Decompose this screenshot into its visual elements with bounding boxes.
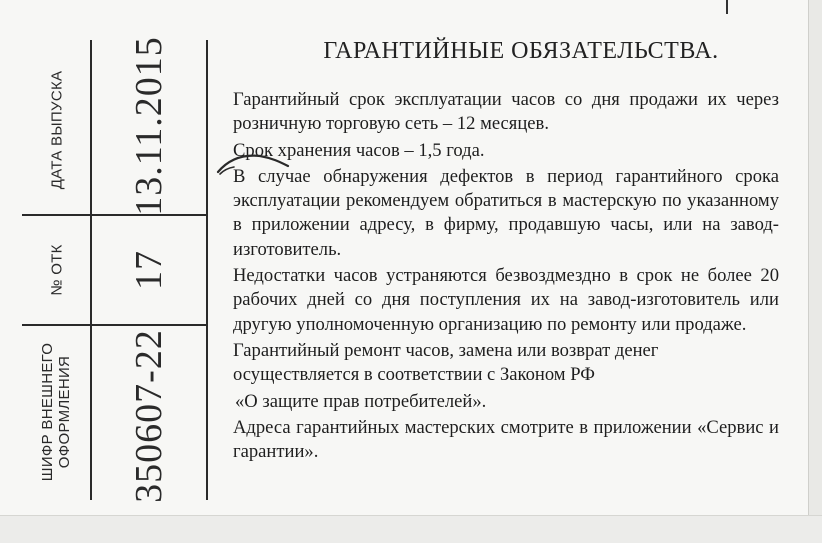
warranty-text: [233, 88, 779, 466]
release-date-value: 13.11.2015: [128, 36, 170, 216]
paragraph-law-reference: Гарантийный ремонт часов, замена или возврат денег осуществляется в соответствии с Законом РФ: [233, 339, 659, 386]
design-code-label-line1: ШИФР ВНЕШНЕГО: [39, 342, 56, 482]
table-line-right: [206, 40, 208, 500]
pen-mark: [214, 146, 294, 180]
paragraph-defects: В случае обнаружения дефектов в период гарантийного срока эксплуатации рекомендуем обратиться в мастерскую по указанному в приложении адресу, в фирму, продавшую часы, или на завод-изготовитель.: [233, 165, 779, 260]
cut-mark: [726, 0, 728, 14]
release-date-label: ДАТА ВЫПУСКА: [48, 70, 66, 190]
design-code-label-line2: ОФОРМЛЕНИЯ: [56, 355, 73, 469]
paper-edge-right: [808, 0, 822, 542]
paragraph-service-addresses: Адреса гарантийных мастерских смотрите в приложении «Сервис и гарантии».: [233, 416, 779, 463]
design-code-value: 350607-22: [128, 329, 170, 503]
paragraph-repair-terms: Недостатки часов устраняются безвоздмездно в срок не более 20 рабочих дней со дня поступления их на завод-изготовитель или другую уполномоченную организацию по ремонту или продаже.: [233, 265, 779, 335]
paragraph-storage-period: Срок хранения часов – 1,5 года.: [233, 139, 485, 161]
paper-edge-bottom: [0, 515, 822, 543]
paragraph-warranty-period: Гарантийный срок эксплуатации часов со дня продажи их через розничную торговую сеть – 12 месяцев.: [233, 89, 779, 135]
page-title: ГАРАНТИЙНЫЕ ОБЯЗАТЕЛЬСТВА.: [323, 38, 719, 64]
table-divider-1: [22, 214, 208, 216]
design-code-label: [39, 343, 73, 481]
table-line-left: [90, 40, 92, 500]
table-divider-2: [22, 324, 208, 326]
otk-number-label: № ОТК: [48, 244, 66, 296]
paragraph-law-name: «О защите прав потребителей».: [235, 390, 487, 412]
otk-number-value: 17: [128, 250, 170, 290]
